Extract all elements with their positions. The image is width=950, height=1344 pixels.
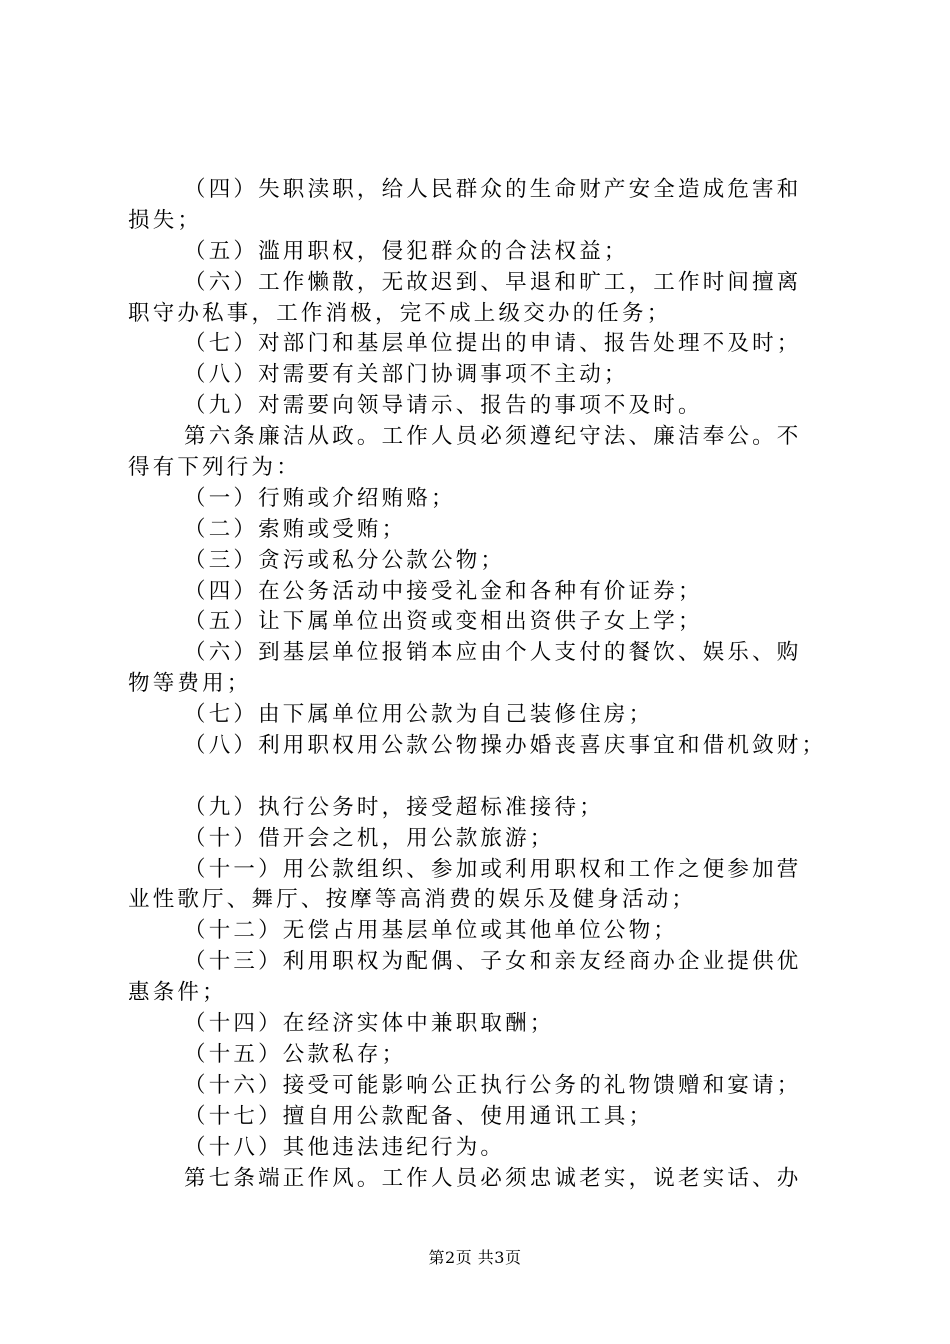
text-line: 业性歌厅、舞厅、按摩等高消费的娱乐及健身活动；: [128, 887, 697, 913]
text-line: 得有下列行为：: [128, 455, 301, 481]
text-line: （二）索贿或受贿；: [184, 516, 407, 542]
text-line: （六）到基层单位报销本应由个人支付的餐饮、娱乐、购: [184, 640, 802, 666]
text-line: （十三）利用职权为配偶、子女和亲友经商办企业提供优: [184, 949, 802, 975]
text-line: （五）滥用职权，侵犯群众的合法权益；: [184, 238, 629, 264]
blank-line: [128, 762, 838, 793]
text-line: （十七）擅自用公款配备、使用通讯工具；: [184, 1103, 654, 1129]
text-line: （九）对需要向领导请示、报告的事项不及时。: [184, 393, 703, 419]
page-number-label: 第2页 共3页: [428, 1248, 522, 1267]
text-line: （六）工作懒散，无故迟到、早退和旷工，工作时间擅离: [184, 269, 802, 295]
text-line: （七）由下属单位用公款为自己装修住房；: [184, 702, 654, 728]
text-line: （十五）公款私存；: [184, 1041, 407, 1067]
text-line: 第六条廉洁从政。工作人员必须遵纪守法、廉洁奉公。不: [184, 424, 802, 450]
text-line: （四）在公务活动中接受礼金和各种有价证券；: [184, 578, 703, 604]
page-footer: [0, 1245, 950, 1268]
text-line: （十四）在经济实体中兼职取酬；: [184, 1011, 555, 1037]
text-line: （十一）用公款组织、参加或利用职权和工作之便参加营: [184, 856, 802, 882]
text-line: （七）对部门和基层单位提出的申请、报告处理不及时；: [184, 331, 802, 357]
text-line: （八）利用职权用公款公物操办婚丧喜庆事宜和借机敛财；: [184, 733, 827, 759]
text-line: 惠条件；: [128, 980, 227, 1006]
text-line: （九）执行公务时，接受超标准接待；: [184, 794, 604, 820]
text-line: 损失；: [128, 207, 203, 233]
text-line: （十）借开会之机，用公款旅游；: [184, 825, 555, 851]
document-body: [128, 175, 838, 1194]
text-line: 职守办私事，工作消极，完不成上级交办的任务；: [128, 300, 672, 326]
text-line: （十二）无偿占用基层单位或其他单位公物；: [184, 918, 679, 944]
text-line: （四）失职渎职，给人民群众的生命财产安全造成危害和: [184, 177, 802, 202]
text-line: （一）行贿或介绍贿赂；: [184, 485, 456, 511]
text-line: 第七条端正作风。工作人员必须忠诚老实，说老实话、办: [184, 1165, 802, 1191]
text-line: （十八）其他违法违纪行为。: [184, 1134, 506, 1160]
text-line: （五）让下属单位出资或变相出资供子女上学；: [184, 609, 703, 635]
text-line: （八）对需要有关部门协调事项不主动；: [184, 362, 629, 388]
text-line: 物等费用；: [128, 671, 252, 697]
text-line: （十六）接受可能影响公正执行公务的礼物馈赠和宴请；: [184, 1072, 802, 1098]
text-line: （三）贪污或私分公款公物；: [184, 547, 506, 573]
